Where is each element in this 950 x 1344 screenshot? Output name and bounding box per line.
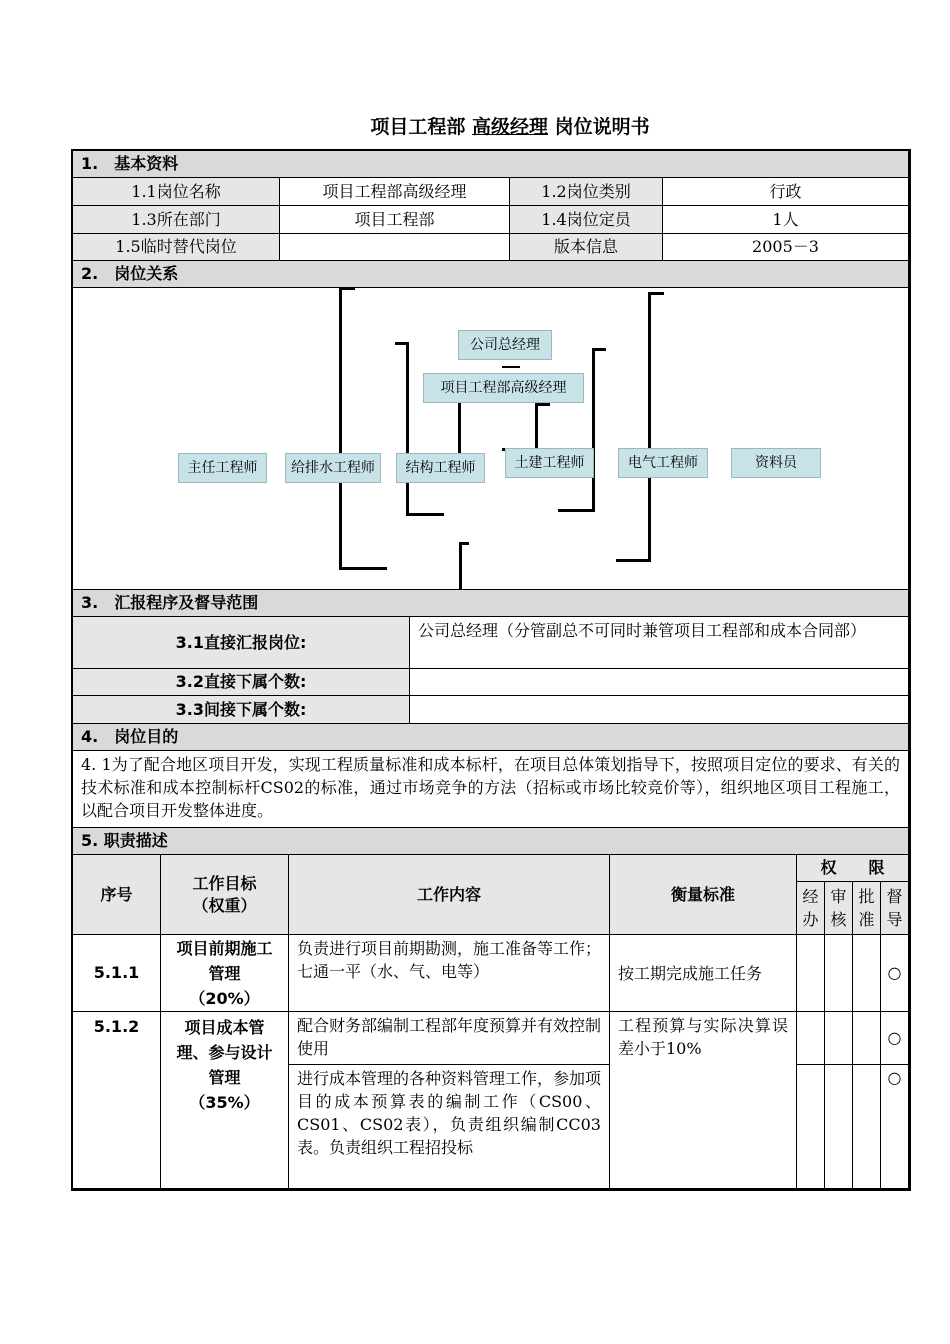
row-1-number: 5.1.1 xyxy=(73,935,161,1012)
value-version: 2005－3 xyxy=(663,234,909,261)
col-measure: 衡量标准 xyxy=(610,855,797,935)
row-2-measure: 工程预算与实际决算误差小于10% xyxy=(610,1012,797,1189)
row-1-weight: （20%） xyxy=(189,988,260,1008)
col-goal-line1: 工作目标 xyxy=(192,873,257,893)
label-direct-subordinates: 3.2直接下属个数: xyxy=(73,669,410,696)
box-structural-engineer: 结构工程师 xyxy=(396,453,485,483)
box-document-clerk: 资料员 xyxy=(731,448,821,478)
value-position-name: 项目工程部高级经理 xyxy=(280,178,510,206)
section-2-header: 2. 岗位关系 xyxy=(73,261,909,288)
col-number: 序号 xyxy=(73,855,161,935)
row-1-goal xyxy=(161,935,289,1012)
box-senior-manager: 项目工程部高级经理 xyxy=(423,373,584,403)
value-position-category: 行政 xyxy=(663,178,909,206)
label-department: 1.3所在部门 xyxy=(73,206,280,234)
value-indirect-subordinates xyxy=(410,696,909,724)
value-substitute xyxy=(280,234,510,261)
row-2-content-a: 配合财务部编制工程部年度预算并有效控制使用 xyxy=(289,1012,610,1065)
row-2-goal-text: 项目成本管理、参与设计管理 xyxy=(176,1018,273,1087)
box-plumbing-engineer: 给排水工程师 xyxy=(285,453,381,483)
col-goal xyxy=(161,855,289,935)
col-goal-line2: （权重） xyxy=(192,895,257,915)
org-chart xyxy=(73,288,909,590)
value-headcount: 1人 xyxy=(663,206,909,234)
col-auth-review: 审核 xyxy=(825,882,853,935)
section-4-header: 4. 岗位目的 xyxy=(73,724,909,751)
title-part-1: 项目工程部 xyxy=(370,116,466,138)
row-2-weight: （35%） xyxy=(189,1093,260,1112)
value-direct-subordinates xyxy=(410,669,909,696)
position-purpose-text: 4. 1为了配合地区项目开发，实现工程质量标准和成本标杆，在项目总体策划指导下，按照项目定位的要求、有关的技术标准和成本控制标杆CS02的标准，通过市场竞争的方法（招标或市场比较竞价等），组织地区项目工程施工，以配合项目开发整体进度。 xyxy=(73,751,909,828)
label-substitute: 1.5临时替代岗位 xyxy=(73,234,280,261)
col-auth-approve: 批准 xyxy=(853,882,881,935)
page-title xyxy=(0,112,950,139)
row-1-measure: 按工期完成施工任务 xyxy=(610,935,797,1012)
row-2-goal xyxy=(161,1012,289,1189)
box-general-manager: 公司总经理 xyxy=(458,330,552,360)
row-2a-supervise-mark: ○ xyxy=(881,1012,909,1065)
box-electrical-engineer: 电气工程师 xyxy=(618,448,708,478)
job-description-form xyxy=(71,149,911,1191)
box-chief-engineer: 主任工程师 xyxy=(178,453,267,483)
label-indirect-subordinates: 3.3间接下属个数: xyxy=(73,696,410,724)
label-version: 版本信息 xyxy=(510,234,663,261)
value-department: 项目工程部 xyxy=(280,206,510,234)
section-1-header: 1. 基本资料 xyxy=(73,151,909,178)
title-part-2: 高级经理 xyxy=(471,116,548,138)
section-5-header: 5. 职责描述 xyxy=(73,828,909,855)
col-auth-supervise: 督导 xyxy=(881,882,909,935)
label-position-category: 1.2岗位类别 xyxy=(510,178,663,206)
label-headcount: 1.4岗位定员 xyxy=(510,206,663,234)
title-part-3: 岗位说明书 xyxy=(554,116,650,138)
row-1-goal-text: 项目前期施工管理 xyxy=(176,938,273,983)
label-position-name: 1.1岗位名称 xyxy=(73,178,280,206)
row-2-content-b: 进行成本管理的各种资料管理工作，参加项目的成本预算表的编制工作（CS00、CS01、CS02表），负责组织编制CC03表。负责组织工程招投标 xyxy=(289,1065,610,1189)
col-auth-handle: 经办 xyxy=(797,882,825,935)
row-1-content: 负责进行项目前期勘测，施工准备等工作；七通一平（水、气、电等） xyxy=(289,935,610,1012)
label-direct-report: 3.1直接汇报岗位: xyxy=(73,617,410,669)
row-2-number: 5.1.2 xyxy=(73,1012,161,1189)
col-authority: 权 限 xyxy=(797,855,909,882)
section-3-header: 3. 汇报程序及督导范围 xyxy=(73,590,909,617)
row-2b-supervise-mark: ○ xyxy=(881,1065,909,1189)
row-1-supervise-mark: ○ xyxy=(881,935,909,1012)
col-content: 工作内容 xyxy=(289,855,610,935)
box-civil-engineer: 土建工程师 xyxy=(505,448,594,478)
value-direct-report: 公司总经理（分管副总不可同时兼管项目工程部和成本合同部） xyxy=(410,617,909,669)
